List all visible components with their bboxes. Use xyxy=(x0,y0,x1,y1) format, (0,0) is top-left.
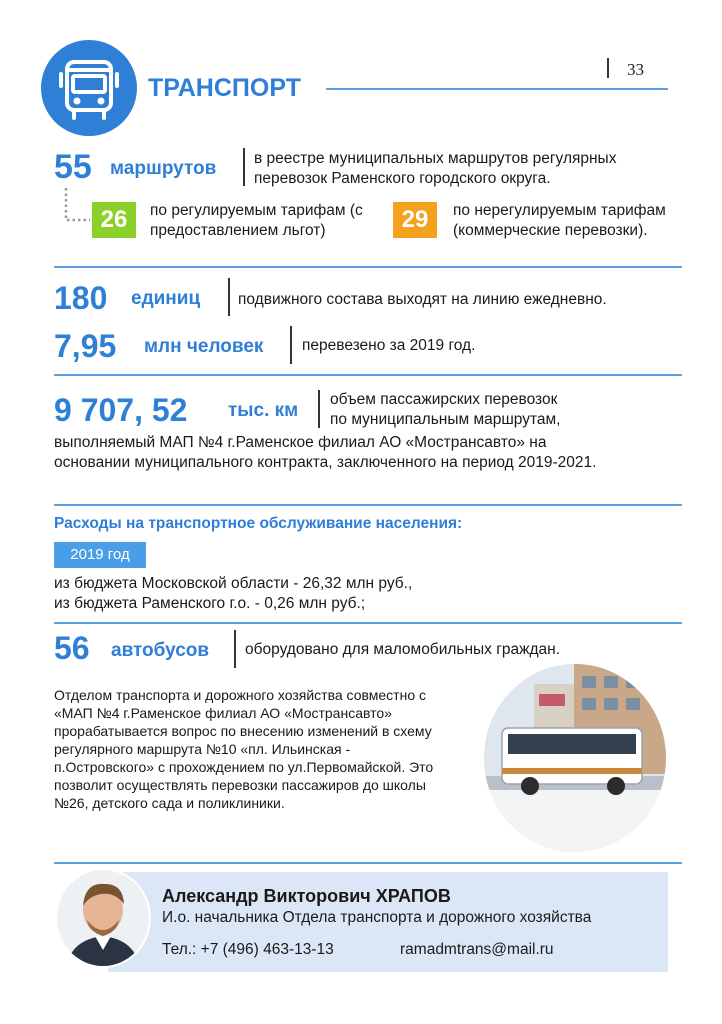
people-unit: млн человек xyxy=(144,336,264,357)
distance-number: 9 707, 52 xyxy=(54,392,188,428)
section-divider xyxy=(54,862,682,864)
page-title: ТРАНСПОРТ xyxy=(148,74,301,102)
expenses-year-badge: 2019 год xyxy=(54,542,146,568)
regulated-desc: по регулируемым тарифам (с предоставлением льгот) xyxy=(150,202,363,239)
title-divider xyxy=(326,88,668,90)
bus-photo xyxy=(484,664,666,852)
contact-name: Александр Викторович ХРАПОВ xyxy=(162,886,451,906)
routes-number: 55 xyxy=(54,148,92,186)
section-divider xyxy=(54,504,682,506)
distance-desc: выполняемый МАП №4 г.Раменское филиал АО «Мострансавто» на основании муниципального контракта, заключенного на период 2019-2021. xyxy=(54,434,597,471)
people-divider xyxy=(290,326,292,364)
routes-desc: в реестре муниципальных маршрутов регулярных перевозок Раменского городского округа. xyxy=(254,150,617,187)
people-desc: перевезено за 2019 год. xyxy=(302,337,476,354)
units-unit: единиц xyxy=(131,288,201,309)
contact-phone: Тел.: +7 (496) 463-13-13 xyxy=(162,941,334,958)
expenses-line1: из бюджета Московской области - 26,32 млн руб., xyxy=(54,575,413,592)
units-desc: подвижного состава выходят на линию ежедневно. xyxy=(238,291,607,308)
units-divider xyxy=(228,278,230,316)
buses-divider xyxy=(234,630,236,668)
distance-desc-line2: по муниципальным маршрутам, xyxy=(330,411,561,428)
people-number: 7,95 xyxy=(54,328,117,364)
contact-avatar xyxy=(55,868,151,968)
routes-divider xyxy=(243,148,245,186)
section-divider xyxy=(54,266,682,268)
project-note: Отделом транспорта и дорожного хозяйства совместно с «МАП №4 г.Раменское филиал АО «Мострансавто» прорабатывается вопрос по внесению изменений в схему регулярного маршрута №10 «пл. Ильинская - п.Островского» с прохождением по ул.Первомайской. Это позволит осуществлять перевозки пассажиров до школы №26, детского сада и поликлиники. xyxy=(54,687,434,811)
routes-unit: маршрутов xyxy=(110,158,217,179)
buses-unit: автобусов xyxy=(111,640,210,661)
expenses-heading: Расходы на транспортное обслуживание населения: xyxy=(54,515,463,532)
section-divider xyxy=(54,622,682,624)
routes-connector xyxy=(62,186,92,226)
unregulated-desc: по нерегулируемым тарифам (коммерческие перевозки). xyxy=(453,202,666,239)
section-divider xyxy=(54,374,682,376)
page-number: 33 xyxy=(627,60,644,79)
distance-divider xyxy=(318,390,320,428)
transport-bus-icon xyxy=(41,40,137,136)
buses-number: 56 xyxy=(54,630,90,666)
distance-desc-line1: объем пассажирских перевозок xyxy=(330,391,558,408)
distance-unit: тыс. км xyxy=(228,400,299,421)
unregulated-badge: 29 xyxy=(393,202,437,238)
units-number: 180 xyxy=(54,280,108,316)
contact-position: И.о. начальника Отдела транспорта и дорожного хозяйства xyxy=(162,909,592,926)
expenses-line2: из бюджета Раменского г.о. - 0,26 млн руб.; xyxy=(54,595,366,612)
contact-email[interactable]: ramadmtrans@mail.ru xyxy=(400,941,554,958)
buses-desc: оборудовано для маломобильных граждан. xyxy=(245,641,561,658)
page-number-divider xyxy=(607,58,609,78)
regulated-badge: 26 xyxy=(92,202,136,238)
